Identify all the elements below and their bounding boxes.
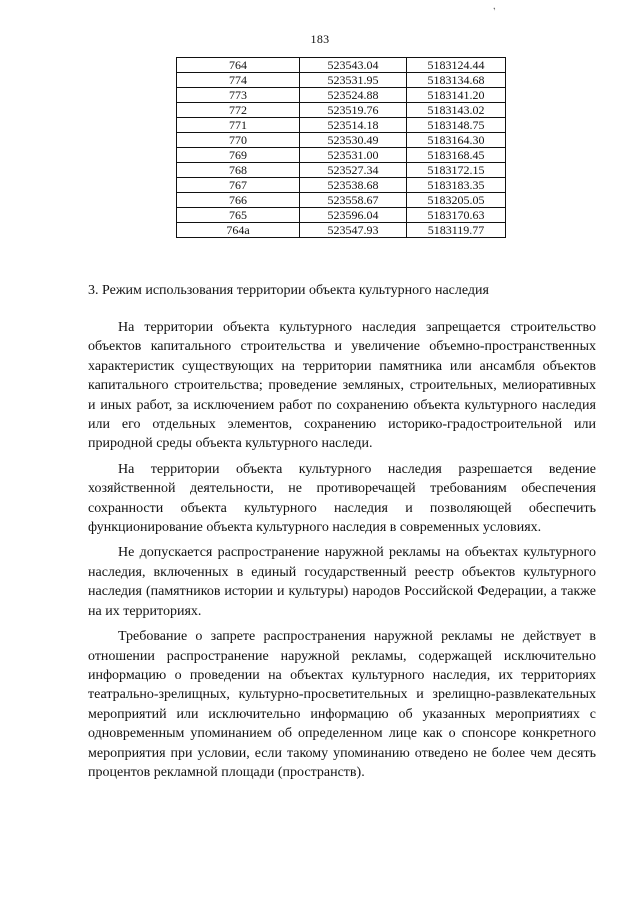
y-coordinate-cell: 5183124.44	[407, 58, 506, 73]
paragraph: Требование о запрете распространения наружной рекламы не действует в отношении распространение наружной рекламы, содержащей исключительно информацию о проведении на объектах культурного наследия, их территориях театрально-зрелищных, культурно-просветительных и зрелищно-развлекательных мероприятий или исключительно информацию об указанных мероприятиях с одновременным упоминанием об определенном лице как о спонсоре конкретного мероприятия при условии, если такому упоминанию отведено не более чем десять процентов рекламной площади (пространств).	[88, 629, 596, 780]
point-number-cell: 767	[177, 178, 300, 193]
x-coordinate-cell: 523524.88	[300, 88, 407, 103]
y-coordinate-cell: 5183205.05	[407, 193, 506, 208]
paragraph: На территории объекта культурного наследия разрешается ведение хозяйственной деятельности, не противоречащей требованиям обеспечения сохранности объекта культурного наследия и позволяющей обеспечить функционирование объекта культурного наследия в современных условиях.	[88, 461, 596, 536]
section-body	[88, 318, 596, 788]
y-coordinate-cell: 5183134.68	[407, 73, 506, 88]
section-heading: 3. Режим использования территории объекта культурного наследия	[88, 283, 489, 298]
x-coordinate-cell: 523527.34	[300, 163, 407, 178]
y-coordinate-cell: 5183119.77	[407, 223, 506, 238]
point-number-cell: 768	[177, 163, 300, 178]
table-row	[177, 178, 506, 193]
corner-mark: ʼ	[491, 5, 500, 18]
point-number-cell: 769	[177, 148, 300, 163]
point-number-cell: 772	[177, 103, 300, 118]
table-row	[177, 193, 506, 208]
table-row	[177, 208, 506, 223]
coordinates-table	[176, 57, 506, 238]
x-coordinate-cell: 523547.93	[300, 223, 407, 238]
point-number-cell: 771	[177, 118, 300, 133]
table-row	[177, 118, 506, 133]
x-coordinate-cell: 523538.68	[300, 178, 407, 193]
y-coordinate-cell: 5183141.20	[407, 88, 506, 103]
paragraph: Не допускается распространение наружной рекламы на объектах культурного наследия, включенных в единый государственный реестр объектов культурного наследия (памятников истории и культуры) народов Российской Федерации, а также на их территориях.	[88, 545, 596, 619]
x-coordinate-cell: 523558.67	[300, 193, 407, 208]
x-coordinate-cell: 523531.95	[300, 73, 407, 88]
y-coordinate-cell: 5183170.63	[407, 208, 506, 223]
table-row	[177, 163, 506, 178]
table-row	[177, 58, 506, 73]
table-row	[177, 73, 506, 88]
paragraph: На территории объекта культурного наследия запрещается строительство объектов капитального строительства и увеличение объемно-пространственных характеристик существующих на территории памятника или ансамбля объектов капитального строительства; проведение земляных, строительных, мелиоративных и иных работ, за исключением работ по сохранению объекта культурного наследия или его отдельных элементов, сохранению историко-градостроительной или природной среды объекта культурного наследи.	[88, 320, 596, 452]
table-row	[177, 103, 506, 118]
page-number: 183	[310, 32, 330, 46]
point-number-cell: 765	[177, 208, 300, 223]
y-coordinate-cell: 5183143.02	[407, 103, 506, 118]
point-number-cell: 764	[177, 58, 300, 73]
point-number-cell: 773	[177, 88, 300, 103]
x-coordinate-cell: 523543.04	[300, 58, 407, 73]
x-coordinate-cell: 523519.76	[300, 103, 407, 118]
y-coordinate-cell: 5183183.35	[407, 178, 506, 193]
point-number-cell: 770	[177, 133, 300, 148]
y-coordinate-cell: 5183168.45	[407, 148, 506, 163]
table-row	[177, 133, 506, 148]
point-number-cell: 774	[177, 73, 300, 88]
x-coordinate-cell: 523530.49	[300, 133, 407, 148]
point-number-cell: 764а	[177, 223, 300, 238]
y-coordinate-cell: 5183148.75	[407, 118, 506, 133]
y-coordinate-cell: 5183164.30	[407, 133, 506, 148]
table-row	[177, 148, 506, 163]
coordinates-table-body	[177, 58, 506, 238]
x-coordinate-cell: 523531.00	[300, 148, 407, 163]
x-coordinate-cell: 523596.04	[300, 208, 407, 223]
y-coordinate-cell: 5183172.15	[407, 163, 506, 178]
table-row	[177, 223, 506, 238]
x-coordinate-cell: 523514.18	[300, 118, 407, 133]
table-row	[177, 88, 506, 103]
point-number-cell: 766	[177, 193, 300, 208]
